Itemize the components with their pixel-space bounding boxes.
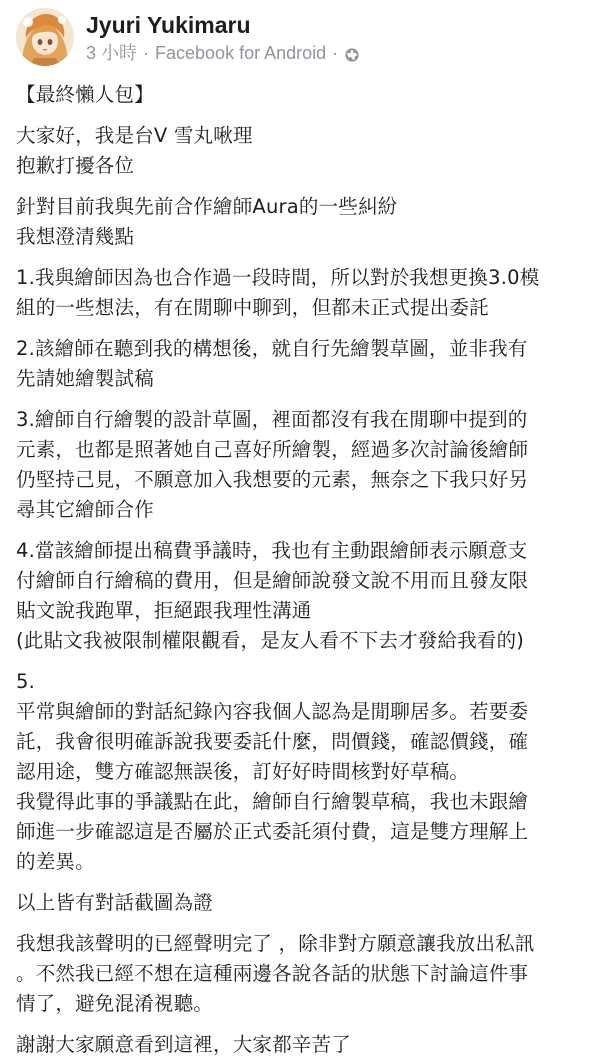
separator-dot-2: ·	[332, 43, 339, 63]
post-subline	[86, 42, 360, 64]
post-paragraph-thanks: 謝謝大家願意看到這裡，大家都辛苦了	[16, 1033, 351, 1056]
post-timestamp[interactable]: 3 小時	[86, 43, 138, 63]
post-paragraph-point-5: 5. 平常與繪師的對話紀錄內容我個人認為是閒聊居多。若要委 託，我會很明確訴說我要委託什麼，問價錢，確認價錢，確 認用途，雙方確認無誤後，訂好好時間核對好草稿。 我覺得此事的爭議點在此，繪師自行繪製草稿，我也未跟繪 師進一步確認這是否屬於正式委託須付費，這是雙方理解上 的差異。	[16, 670, 529, 873]
post-paragraph-intro: 針對目前我與先前合作繪師Aura的一些糾紛 我想澄清幾點	[16, 195, 398, 248]
author-name[interactable]: Jyuri Yukimaru	[86, 12, 251, 38]
globe-icon[interactable]	[344, 46, 360, 62]
post-header	[16, 0, 592, 76]
post-paragraph-evidence: 以上皆有對話截圖為證	[16, 891, 214, 914]
separator-dot: ·	[143, 43, 150, 63]
post-body	[16, 76, 592, 1060]
post-paragraph-greeting: 大家好，我是台V 雪丸啾理 抱歉打擾各位	[16, 124, 253, 177]
post-paragraph-point-2: 2.該繪師在聽到我的構想後，就自行先繪製草圖，並非我有 先請她繪製試稿	[16, 337, 528, 390]
post-paragraph-point-1: 1.我與繪師因為也合作過一段時間，所以對於我想更換3.0模 組的一些想法，有在閒聊中聊到，但都未正式提出委託	[16, 266, 540, 319]
post-paragraph-title: 【最終懶人包】	[16, 83, 154, 106]
post-source: Facebook for Android	[155, 43, 327, 63]
post-paragraph-point-3: 3.繪師自行繪製的設計草圖，裡面都沒有我在閒聊中提到的 元素，也都是照著她自己喜好所繪製，經過多次討論後繪師 仍堅持己見，不願意加入我想要的元素，無奈之下我只好另 尋其它繪師合作	[16, 408, 529, 521]
post-meta	[86, 8, 360, 64]
post-paragraph-statement: 我想我該聲明的已經聲明完了 ，除非對方願意讓我放出私訊 。不然我已經不想在這種兩邊各說各話的狀態下討論這件事 情了，避免混淆視聽。	[16, 932, 535, 1015]
avatar-image	[16, 8, 74, 66]
avatar[interactable]	[16, 8, 74, 66]
post-paragraph-point-4: 4.當該繪師提出稿費爭議時，我也有主動跟繪師表示願意支 付繪師自行繪稿的費用，但是繪師說發文說不用而且發友限 貼文說我跑單，拒絕跟我理性溝通 (此貼文我被限制權限觀看，是友人看不下去才發給我看的)	[16, 539, 529, 652]
